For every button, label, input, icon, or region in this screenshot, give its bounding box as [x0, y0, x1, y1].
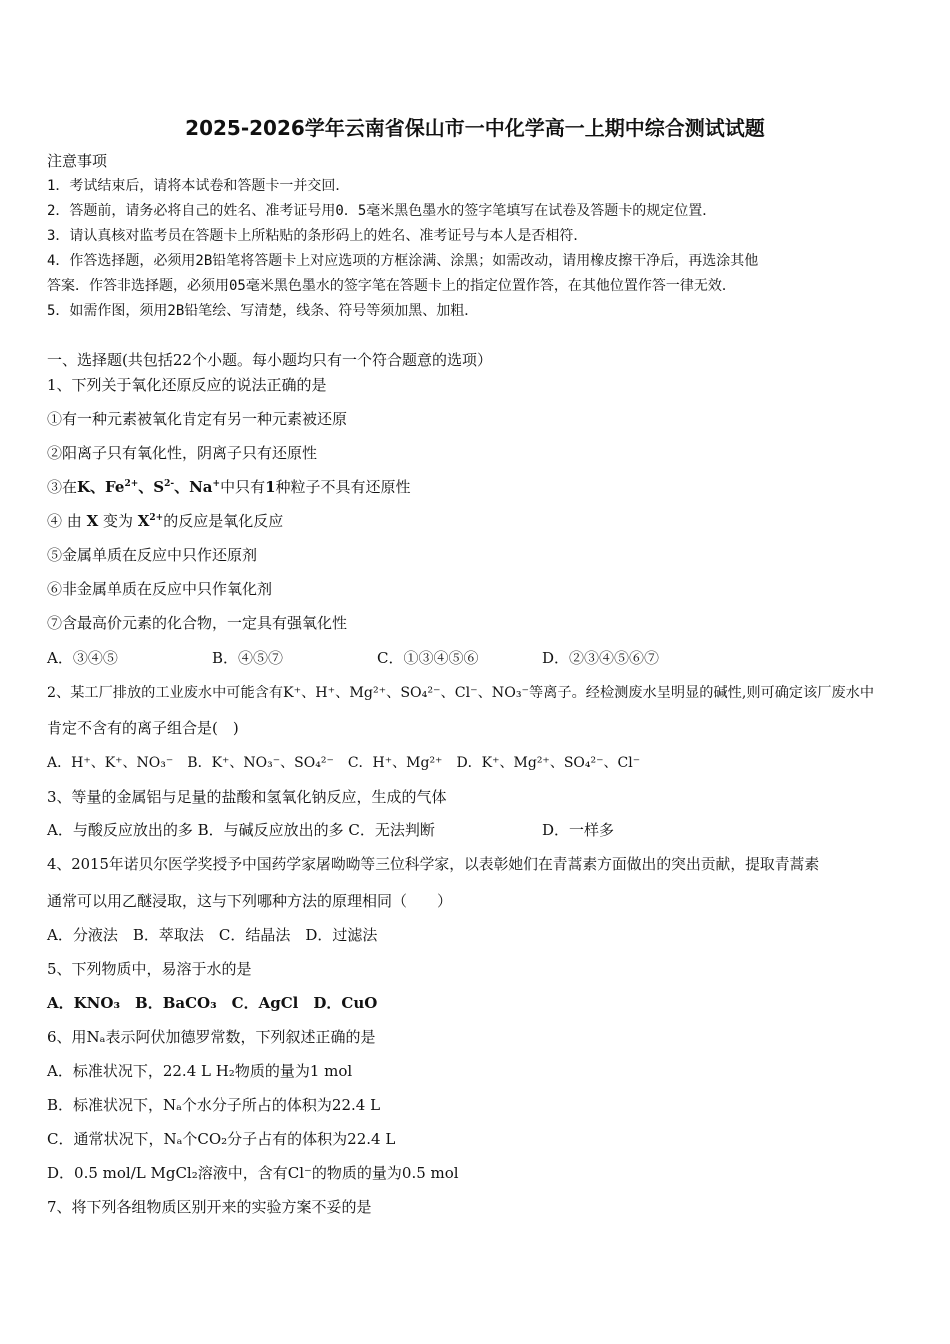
- q3-options-abc[interactable]: A．与酸反应放出的多 B．与碱反应放出的多 C．无法判断: [47, 821, 435, 839]
- notice-item-1: 1．考试结束后，请将本试卷和答题卡一并交回．: [47, 178, 350, 194]
- q2-stem-line-1: 2、某工厂排放的工业废水中可能含有K⁺、H⁺、Mg²⁺、SO₄²⁻、Cl⁻、NO₃⁻等离子。经检测废水呈明显的碱性,则可确定该厂废水中: [47, 685, 875, 701]
- q6-option-d[interactable]: D．0.5 mol/L MgCl₂溶液中，含有Cl⁻的物质的量为0.5 mol: [47, 1164, 459, 1182]
- notice-heading: 注意事项: [47, 152, 108, 170]
- notice-item-3: 3．请认真核对监考员在答题卡上所粘贴的条形码上的姓名、准考证号与本人是否相符．: [47, 228, 588, 244]
- q1-statement-3: ③在K、$Fe^{2+}$、$S^{2-}$、Na+中只有1种粒子不具有还原性: [47, 478, 411, 496]
- q1-option-b[interactable]: B．④⑤⑦: [212, 649, 284, 667]
- q6-stem: 6、用Nₐ表示阿伏加德罗常数，下列叙述正确的是: [47, 1028, 376, 1046]
- q1-statement-4: ④ 由 X 变为 $X^{2+}$的反应是氧化反应: [47, 512, 284, 530]
- notice-item-2: 2．答题前，请务必将自己的姓名、准考证号用0．5毫米黑色墨水的签字笔填写在试卷及答题卡的规定位置．: [47, 203, 717, 219]
- q1-statement-7: ⑦含最高价元素的化合物，一定具有强氧化性: [47, 614, 348, 632]
- notice-item-4-cont: 答案．作答非选择题，必须用05毫米黑色墨水的签字笔在答题卡上的指定位置作答，在其他位置作答一律无效．: [47, 278, 736, 294]
- q1-statement-1: ①有一种元素被氧化肯定有另一种元素被还原: [47, 410, 348, 428]
- q1-statement-5: ⑤金属单质在反应中只作还原剂: [47, 546, 258, 564]
- q3-stem: 3、等量的金属铝与足量的盐酸和氢氧化钠反应，生成的气体: [47, 788, 447, 806]
- q4-stem-line-1: 4、2015年诺贝尔医学奖授予中国药学家屠呦呦等三位科学家，以表彰她们在青蒿素方面做出的突出贡献，提取青蒿素: [47, 856, 820, 873]
- q1-option-d[interactable]: D．②③④⑤⑥⑦: [542, 649, 660, 667]
- q2-options[interactable]: A．H⁺、K⁺、NO₃⁻ B．K⁺、NO₃⁻、SO₄²⁻ C．H⁺、Mg²⁺ D．K⁺、Mg²⁺、SO₄²⁻、Cl⁻: [47, 755, 641, 771]
- notice-item-5: 5．如需作图，须用2B铅笔绘、写清楚，线条、符号等须加黑、加粗．: [47, 303, 479, 319]
- q1-statement-2: ②阳离子只有氧化性，阴离子只有还原性: [47, 444, 318, 462]
- q7-stem: 7、将下列各组物质区别开来的实验方案不妥的是: [47, 1198, 372, 1216]
- notice-item-4: 4．作答选择题，必须用2B铅笔将答题卡上对应选项的方框涂满、涂黑；如需改动，请用橡皮擦干净后，再选涂其他: [47, 253, 759, 269]
- q1-statement-6: ⑥非金属单质在反应中只作氧化剂: [47, 580, 273, 598]
- section-heading: 一、选择题(共包括22个小题。每小题均只有一个符合题意的选项）: [47, 351, 492, 369]
- q1-option-a[interactable]: A．③④⑤: [47, 649, 118, 667]
- q1-stem: 1、下列关于氧化还原反应的说法正确的是: [47, 376, 327, 394]
- q5-stem: 5、下列物质中，易溶于水的是: [47, 960, 252, 978]
- q6-option-a[interactable]: A．标准状况下，22.4 L H₂物质的量为1 mol: [47, 1062, 353, 1080]
- q5-options[interactable]: A．KNO₃ B．BaCO₃ C．AgCl D．CuO: [47, 994, 378, 1012]
- q2-stem-line-2: 肯定不含有的离子组合是( ): [47, 719, 239, 737]
- q6-option-b[interactable]: B．标准状况下，Nₐ个水分子所占的体积为22.4 L: [47, 1096, 381, 1114]
- q6-option-c[interactable]: C．通常状况下，Nₐ个CO₂分子占有的体积为22.4 L: [47, 1130, 396, 1148]
- q1-option-c[interactable]: C．①③④⑤⑥: [377, 649, 479, 667]
- q4-options[interactable]: A．分液法 B．萃取法 C．结晶法 D．过滤法: [47, 926, 378, 944]
- q4-stem-line-2: 通常可以用乙醚浸取，这与下列哪种方法的原理相同（ ）: [47, 892, 453, 910]
- exam-title: 2025-2026学年云南省保山市一中化学高一上期中综合测试试题: [185, 116, 765, 140]
- q3-option-d[interactable]: D．一样多: [542, 821, 615, 839]
